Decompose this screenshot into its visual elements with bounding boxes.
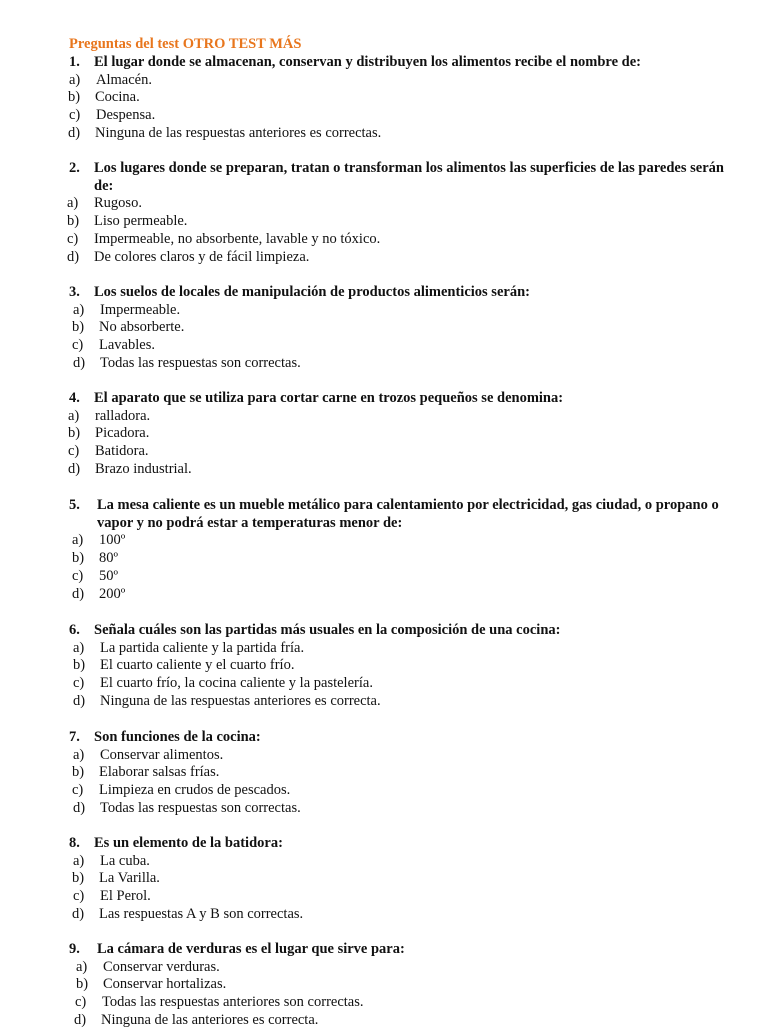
option-letter: d) xyxy=(72,585,85,602)
answer-option xyxy=(75,994,739,1012)
answer-option xyxy=(73,747,739,765)
answer-option xyxy=(68,408,739,426)
answer-option xyxy=(72,870,739,888)
question-number: 3. xyxy=(69,284,80,300)
option-letter: b) xyxy=(72,319,85,336)
option-letter: d) xyxy=(68,124,81,141)
option-letter: c) xyxy=(72,782,84,799)
option-text: Cocina. xyxy=(95,89,140,106)
option-letter: d) xyxy=(73,692,86,709)
answer-option xyxy=(67,249,739,267)
option-text: Elaborar salsas frías. xyxy=(99,764,220,781)
option-text: Almacén. xyxy=(96,71,152,88)
question-heading xyxy=(69,941,739,959)
answer-option xyxy=(72,532,739,550)
answer-option xyxy=(73,302,739,320)
option-letter: a) xyxy=(68,407,80,424)
answer-option xyxy=(76,959,739,977)
answer-option xyxy=(72,782,739,800)
option-letter: b) xyxy=(68,425,81,442)
option-text: 100º xyxy=(99,532,126,549)
option-letter: a) xyxy=(72,532,84,549)
answer-option xyxy=(69,107,739,125)
option-text: Rugoso. xyxy=(94,195,142,212)
question-2 xyxy=(69,160,739,266)
question-number: 5. xyxy=(69,497,80,513)
answer-option xyxy=(72,586,739,604)
option-letter: b) xyxy=(76,976,89,993)
option-letter: d) xyxy=(73,799,86,816)
option-letter: d) xyxy=(67,248,80,265)
question-text: Es un elemento de la batidora: xyxy=(94,835,283,851)
option-text: La Varilla. xyxy=(99,870,160,887)
option-letter: b) xyxy=(68,89,81,106)
answer-option xyxy=(72,568,739,586)
answer-option xyxy=(73,693,739,711)
answer-option xyxy=(69,72,739,90)
option-letter: c) xyxy=(69,107,81,124)
question-heading xyxy=(69,729,739,747)
option-text: No absorberte. xyxy=(99,319,185,336)
option-letter: a) xyxy=(73,301,85,318)
option-text: Ninguna de las respuestas anteriores es correctas. xyxy=(95,124,382,141)
answer-option xyxy=(73,640,739,658)
option-text: La cuba. xyxy=(100,852,150,869)
option-letter: c) xyxy=(68,443,80,460)
option-text: Todas las respuestas anteriores son correctas. xyxy=(102,994,364,1011)
question-number: 6. xyxy=(69,622,80,638)
answer-option xyxy=(76,976,739,994)
option-text: Brazo industrial. xyxy=(95,460,192,477)
option-letter: a) xyxy=(73,746,85,763)
option-text: Conservar verduras. xyxy=(103,958,220,975)
option-text: Despensa. xyxy=(96,107,156,124)
option-letter: c) xyxy=(73,888,85,905)
question-number: 8. xyxy=(69,835,80,851)
question-text: El aparato que se utiliza para cortar carne en trozos pequeños se denomina: xyxy=(94,390,564,406)
question-7 xyxy=(69,729,739,818)
option-text: Impermeable. xyxy=(100,301,181,318)
question-number: 2. xyxy=(69,160,80,176)
option-letter: d) xyxy=(68,460,81,477)
option-text: 80º xyxy=(99,550,118,567)
option-text: 200º xyxy=(99,585,126,602)
option-text: Lavables. xyxy=(99,337,155,354)
answer-option xyxy=(73,657,739,675)
option-text: De colores claros y de fácil limpieza. xyxy=(94,248,310,265)
option-letter: a) xyxy=(73,639,85,656)
question-number: 4. xyxy=(69,390,80,406)
question-heading xyxy=(69,390,739,408)
answer-option xyxy=(73,800,739,818)
question-heading xyxy=(69,284,739,302)
question-heading xyxy=(69,54,739,72)
answer-option xyxy=(72,337,739,355)
option-text: Batidora. xyxy=(95,443,149,460)
option-letter: d) xyxy=(74,1011,87,1028)
answer-option xyxy=(67,231,739,249)
question-number: 7. xyxy=(69,729,80,745)
answer-option xyxy=(73,888,739,906)
option-text: Impermeable, no absorbente, lavable y no tóxico. xyxy=(94,230,381,247)
answer-option xyxy=(72,550,739,568)
question-heading xyxy=(69,622,739,640)
option-text: El cuarto frío, la cocina caliente y la pastelería. xyxy=(100,675,373,692)
answer-option xyxy=(68,425,739,443)
option-letter: b) xyxy=(72,764,85,781)
answer-option xyxy=(74,1012,739,1030)
answer-option xyxy=(73,853,739,871)
option-letter: b) xyxy=(72,870,85,887)
option-text: Conservar hortalizas. xyxy=(103,976,227,993)
answer-option xyxy=(68,461,739,479)
option-text: El Perol. xyxy=(100,888,151,905)
question-heading xyxy=(69,160,739,195)
question-text: Señala cuáles son las partidas más usuales en la composición de una cocina: xyxy=(94,622,561,638)
option-text: Las respuestas A y B son correctas. xyxy=(99,905,304,922)
question-4 xyxy=(69,390,739,479)
option-letter: a) xyxy=(69,71,81,88)
option-letter: c) xyxy=(72,337,84,354)
question-text: El lugar donde se almacenan, conservan y distribuyen los alimentos recibe el nombre de: xyxy=(94,54,641,70)
question-text: Los lugares donde se preparan, tratan o transforman los alimentos las superficies de las paredes serán de: xyxy=(94,160,724,194)
question-heading xyxy=(69,835,739,853)
question-6 xyxy=(69,622,739,711)
option-letter: b) xyxy=(67,213,80,230)
option-text: Conservar alimentos. xyxy=(100,746,224,763)
answer-option xyxy=(73,355,739,373)
document-title: Preguntas del test OTRO TEST MÁS xyxy=(69,36,302,52)
option-text: El cuarto caliente y el cuarto frío. xyxy=(100,657,295,674)
question-text: Los suelos de locales de manipulación de productos alimenticios serán: xyxy=(94,284,530,300)
option-text: Todas las respuestas son correctas. xyxy=(100,799,301,816)
option-letter: a) xyxy=(67,195,79,212)
answer-option xyxy=(72,764,739,782)
option-text: Todas las respuestas son correctas. xyxy=(100,354,301,371)
option-letter: b) xyxy=(72,550,85,567)
option-text: 50º xyxy=(99,567,118,584)
answer-option xyxy=(72,319,739,337)
answer-option xyxy=(73,675,739,693)
option-letter: d) xyxy=(72,905,85,922)
question-number: 9. xyxy=(69,941,80,957)
option-text: Limpieza en crudos de pescados. xyxy=(99,782,291,799)
option-letter: c) xyxy=(67,230,79,247)
question-heading xyxy=(69,497,739,532)
question-number: 1. xyxy=(69,54,80,70)
option-letter: a) xyxy=(73,852,85,869)
answer-option xyxy=(67,213,739,231)
question-9 xyxy=(69,941,739,1030)
option-text: La partida caliente y la partida fría. xyxy=(100,639,305,656)
option-letter: d) xyxy=(73,354,86,371)
answer-option xyxy=(67,195,739,213)
question-5 xyxy=(69,497,739,603)
option-text: Ninguna de las anteriores es correcta. xyxy=(101,1011,319,1028)
option-letter: c) xyxy=(72,567,84,584)
question-1 xyxy=(69,54,739,143)
answer-option xyxy=(68,89,739,107)
answer-option xyxy=(68,125,739,143)
option-text: Ninguna de las respuestas anteriores es correcta. xyxy=(100,692,381,709)
option-text: Liso permeable. xyxy=(94,213,188,230)
answer-option xyxy=(72,906,739,924)
option-letter: a) xyxy=(76,958,88,975)
option-letter: c) xyxy=(73,675,85,692)
option-text: Picadora. xyxy=(95,425,150,442)
question-8 xyxy=(69,835,739,924)
question-3 xyxy=(69,284,739,373)
option-text: ralladora. xyxy=(95,407,151,424)
option-letter: c) xyxy=(75,994,87,1011)
question-text: Son funciones de la cocina: xyxy=(94,729,261,745)
option-letter: b) xyxy=(73,657,86,674)
answer-option xyxy=(68,443,739,461)
question-text: La mesa caliente es un mueble metálico para calentamiento por electricidad, gas ciudad, o propano o vapor y no podrá estar a temperaturas menor de: xyxy=(97,497,719,531)
question-text: La cámara de verduras es el lugar que sirve para: xyxy=(97,941,405,957)
